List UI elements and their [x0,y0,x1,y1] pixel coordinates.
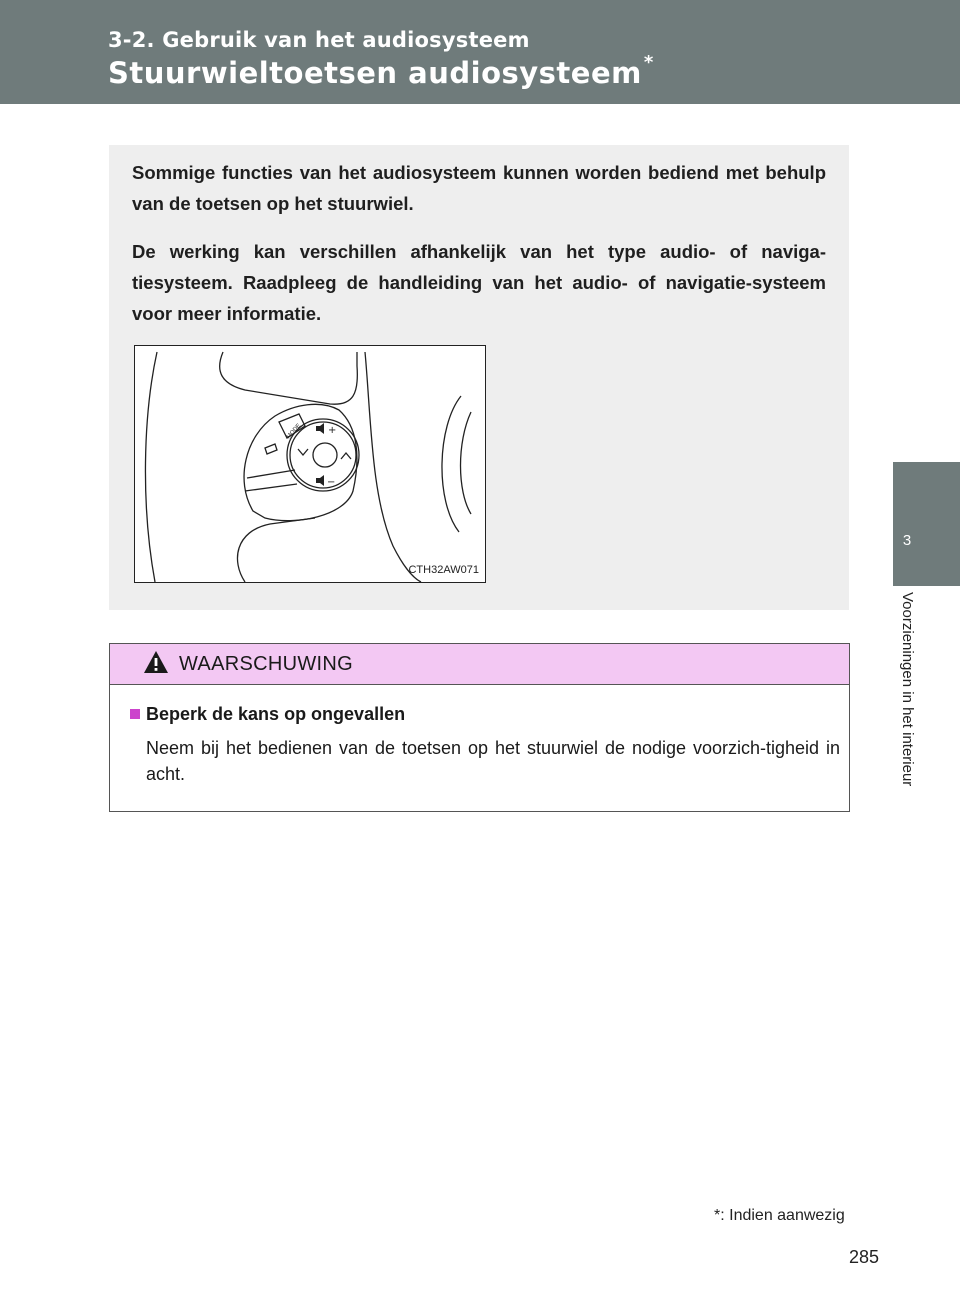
warning-box [109,643,850,812]
warning-subtitle: Beperk de kans op ongevallen [146,704,406,724]
svg-text:−: − [327,477,336,488]
chapter-tab [893,462,960,586]
page-title [108,52,654,90]
warning-header [110,644,849,685]
bullet-square-icon [130,709,140,719]
chapter-side-label [898,592,920,862]
mode-button-label: MODE [285,422,303,441]
chapter-side-label-text: Voorzieningen in het interieur [899,592,916,787]
figure-code: CTH32AW071 [408,564,479,576]
header-bar [0,0,960,104]
page-number: 285 [849,1247,880,1267]
title-footnote-mark: * [643,52,654,74]
chapter-number: 3 [902,532,912,549]
intro-paragraph-2: De werking kan verschillen afhankelijk van het type audio- of naviga-tiesysteem. Raadpleeg de handleiding van het audio- of navigatie-systeem voor meer informatie. [132,241,826,324]
section-title: 3-2. Gebruik van het audiosysteem [108,28,530,52]
steering-wheel-figure [134,345,486,583]
warning-body: Neem bij het bedienen van de toetsen op het stuurwiel de nodige voorzich-tigheid in acht. [146,738,840,784]
page-title-text: Stuurwieltoetsen audiosysteem [108,56,642,90]
warning-title: WAARSCHUWING [179,653,353,675]
steering-wheel-illustration [135,346,485,582]
footnote: *: Indien aanwezig [714,1207,845,1224]
intro-box [109,145,849,610]
svg-text:+: + [328,425,337,436]
intro-paragraph-1: Sommige functies van het audiosysteem kunnen worden bediend met behulp van de toetsen op het stuurwiel. [132,162,826,214]
warning-triangle-icon [143,650,169,674]
